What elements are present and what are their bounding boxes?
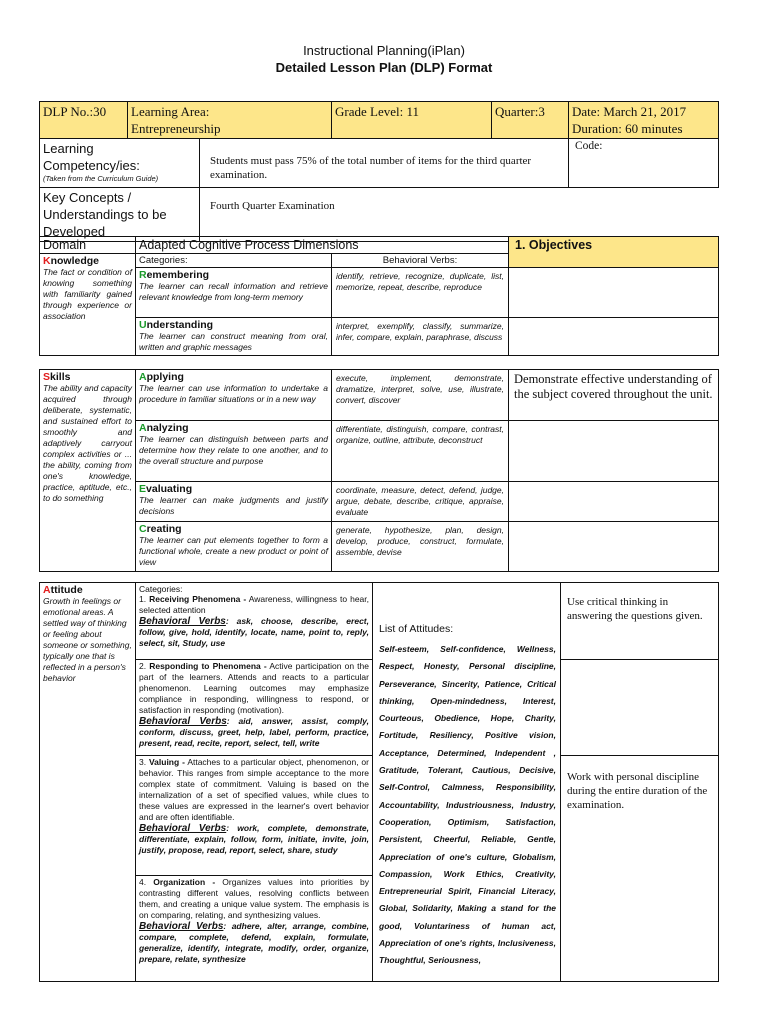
learning-area <box>128 102 332 139</box>
date-duration <box>569 102 719 139</box>
organization-text: Organizes values into priorities by contrasting different values, resolving conflicts between them, and creating a unique value system. The emphasis is on comparing, relating, and synthesizing values. <box>139 877 369 920</box>
attitude-list-cell <box>373 583 561 982</box>
evaluating-initial: E <box>139 483 147 495</box>
understanding-title <box>139 319 328 331</box>
analyzing-desc: The learner can distinguish between parts and determine how they relate to one another, and to the overall structure and purpose <box>139 434 328 466</box>
applying-title <box>139 371 328 383</box>
acpd-header: Adapted Cognitive Process Dimensions <box>136 237 509 254</box>
competency-text: Students must pass 75% of the total number of items for the third quarter examination. <box>200 139 569 188</box>
organization-cell <box>136 876 373 982</box>
organization-num: 4. <box>139 877 147 887</box>
remembering-title <box>139 269 328 281</box>
skills-desc: The ability and capacity acquired through deliberate, systematic, and sustained effort to smoothly and adaptively carryout complex activities or ... the ability, coming from one's knowledge, practice, aptitude, etc., to do something <box>43 383 132 503</box>
attitude-title <box>43 584 132 596</box>
analyzing-initial: A <box>139 422 147 434</box>
valuing-num: 3. <box>139 757 147 767</box>
attitude-domain <box>40 583 136 982</box>
organization-desc <box>139 877 369 921</box>
document-subtitle: Detailed Lesson Plan (DLP) Format <box>275 60 493 75</box>
creating-title <box>139 523 328 535</box>
skills-title <box>43 371 132 383</box>
creating-rest: reating <box>146 523 182 535</box>
skills-initial: S <box>43 371 51 383</box>
attitude-desc: Growth in feelings or emotional areas. A settled way of thinking or feeling about someone or something, typically one that is reflected in a person's behavior <box>43 596 132 683</box>
responding-desc <box>139 661 369 716</box>
attitude-objective-2: Work with personal discipline during the entire duration of the examination. <box>561 756 719 982</box>
skills-objective-3 <box>509 482 719 522</box>
receiving-verbs-text: : ask, choose, describe, erect, follow, give, hold, identify, locate, name, point to, reply, select, sit, Study, use <box>139 616 369 648</box>
valuing-desc <box>139 757 369 823</box>
lesson-date: Date: March 21, 2017 <box>572 104 687 119</box>
competency-label-2: Competency/ies: <box>43 158 140 173</box>
receiving-num: 1. <box>139 594 147 604</box>
competency-label-cell <box>40 139 200 188</box>
knowledge-domain <box>40 254 136 356</box>
creating-cell <box>136 522 332 572</box>
creating-desc: The learner can put elements together to form a functional whole, create a new product or point of view <box>139 535 328 567</box>
responding-verbs <box>139 716 369 749</box>
receiving-text: Awareness, willingness to hear, selected attention <box>139 594 369 615</box>
valuing-verbs <box>139 823 369 856</box>
attitude-objective-blank <box>561 660 719 756</box>
valuing-cell <box>136 756 373 876</box>
competency-note: (Taken from the Curriculum Guide) <box>43 174 159 183</box>
skills-domain <box>40 370 136 572</box>
analyzing-verbs: differentiate, distinguish, compare, contrast, organize, outline, attribute, deconstruct <box>332 421 509 482</box>
dlp-info-table <box>39 101 719 242</box>
evaluating-rest: valuating <box>146 483 193 495</box>
valuing-text: Attaches to a particular object, phenomenon, or behavior. This ranges from simple acceptance to the more complex state of commitment. Valuing is based on the internalization of a set of specified values, while clues to these values are expressed in the learner's overt behavior and are often identifiable. <box>139 757 369 822</box>
knowledge-objective-2 <box>509 318 719 356</box>
applying-desc: The learner can use information to undertake a procedure in familiar situations or in a new way <box>139 383 328 404</box>
categories-header: Categories: <box>136 254 332 268</box>
attitude-objective-1: Use critical thinking in answering the questions given. <box>561 583 719 660</box>
remembering-initial: R <box>139 269 147 281</box>
evaluating-desc: The learner can make judgments and justify decisions <box>139 495 328 516</box>
responding-text: Active participation on the part of the learners. Attends and reacts to a particular phenomenon. Learning outcomes may emphasize compliance in responding, willingness to respond, or satisfaction in responding (motivation). <box>139 661 369 715</box>
key-concepts-label: Key Concepts / <box>43 190 132 205</box>
applying-rest: pplying <box>146 371 184 383</box>
skills-table <box>39 369 719 572</box>
understanding-desc: The learner can construct meaning from oral, written and graphic messages <box>139 331 328 352</box>
code-label: Code: <box>569 139 719 188</box>
responding-bv-label: Behavioral Verbs <box>139 716 227 727</box>
remembering-cell <box>136 268 332 318</box>
domain-header: Domain <box>40 237 136 254</box>
remembering-rest: emembering <box>146 269 210 281</box>
understanding-cell <box>136 318 332 356</box>
remembering-verbs: identify, retrieve, recognize, duplicate, list, memorize, repeat, describe, reproduce <box>332 268 509 318</box>
understanding-rest: nderstanding <box>146 319 214 331</box>
receiving-title: Receiving Phenomena - <box>149 594 247 604</box>
organization-verbs <box>139 921 369 965</box>
attitude-initial: A <box>43 584 51 596</box>
key-concepts-label-3: Developed <box>43 224 106 239</box>
receiving-verbs <box>139 616 369 649</box>
learning-area-value: Entrepreneurship <box>131 121 221 136</box>
key-concepts-label-2: Understandings to be <box>43 207 167 222</box>
attitude-list-label: List of Attitudes: <box>379 623 454 635</box>
responding-cell <box>136 660 373 756</box>
attitude-table <box>39 582 719 982</box>
attitude-rest: ttitude <box>50 584 83 596</box>
creating-verbs: generate, hypothesize, plan, design, develop, produce, construct, formulate, assemble, devise <box>332 522 509 572</box>
analyzing-cell <box>136 421 332 482</box>
quarter: Quarter:3 <box>492 102 569 139</box>
understanding-verbs: interpret, exemplify, classify, summarize, infer, compare, explain, paraphrase, discuss <box>332 318 509 356</box>
applying-cell <box>136 370 332 421</box>
analyzing-rest: nalyzing <box>146 422 189 434</box>
learning-area-label: Learning Area: <box>131 104 210 119</box>
skills-objective-2 <box>509 421 719 482</box>
responding-verbs-text: : aid, answer, assist, comply, conform, discuss, greet, help, label, perform, practice, present, read, recite, report, select, tell, write <box>139 716 369 748</box>
understanding-initial: U <box>139 319 147 331</box>
key-concepts-text: Fourth Quarter Examination <box>200 188 719 242</box>
responding-title: Responding to Phenomena - <box>149 661 267 671</box>
receiving-desc <box>139 594 369 616</box>
dlp-number: DLP No.:30 <box>40 102 128 139</box>
key-concepts-label-cell <box>40 188 200 242</box>
behavioral-verbs-header: Behavioral Verbs: <box>332 254 509 268</box>
organization-verbs-text: : adhere, alter, arrange, combine, compare, complete, defend, explain, formulate, generalize, identify, integrate, modify, order, organize, prepare, relate, synthesize <box>139 921 369 964</box>
evaluating-title <box>139 483 328 495</box>
lesson-duration: Duration: 60 minutes <box>572 121 683 136</box>
skills-objective-4 <box>509 522 719 572</box>
knowledge-initial: K <box>43 255 51 267</box>
creating-initial: C <box>139 523 147 535</box>
knowledge-desc: The fact or condition of knowing something with familiarity gained through experience or association <box>43 267 132 321</box>
organization-bv-label: Behavioral Verbs <box>139 921 224 932</box>
grade-level: Grade Level: 11 <box>332 102 492 139</box>
evaluating-verbs: coordinate, measure, detect, defend, judge, argue, debate, describe, critique, appraise, evaluate <box>332 482 509 522</box>
receiving-cell <box>136 583 373 660</box>
evaluating-cell <box>136 482 332 522</box>
valuing-title: Valuing - <box>148 757 185 767</box>
analyzing-title <box>139 422 328 434</box>
knowledge-title <box>43 255 132 267</box>
applying-initial: A <box>139 371 147 383</box>
knowledge-rest: nowledge <box>50 255 100 267</box>
valuing-verbs-text: : work, complete, demonstrate, differentiate, explain, follow, form, initiate, invite, join, justify, propose, read, report, select, share, study <box>139 823 369 855</box>
skills-objective: Demonstrate effective understanding of the subject covered throughout the unit. <box>509 370 719 421</box>
knowledge-table <box>39 236 719 356</box>
attitude-categories-label: Categories: <box>139 584 183 594</box>
valuing-bv-label: Behavioral Verbs <box>139 823 227 834</box>
skills-rest: kills <box>50 371 71 383</box>
document-title: Instructional Planning(iPlan) <box>303 43 465 58</box>
objectives-header: 1. Objectives <box>509 237 719 268</box>
remembering-desc: The learner can recall information and retrieve relevant knowledge from long-term memory <box>139 281 328 302</box>
receiving-bv-label: Behavioral Verbs <box>139 616 226 627</box>
organization-title: Organization - <box>153 877 216 887</box>
competency-label: Learning <box>43 141 94 156</box>
knowledge-objective-1 <box>509 268 719 318</box>
applying-verbs: execute, implement, demonstrate, dramatize, interpret, solve, use, illustrate, convert, discover <box>332 370 509 421</box>
attitude-list: Self-esteem, Self-confidence, Wellness, Respect, Honesty, Personal discipline, Perseverance, Sincerity, Patience, Critical thinking, Open-mindedness, Interest, Courteous, Obedience, Hope, Charity, Fortitude, Resiliency, Positive vision, Acceptance, Determined, Independent , Gratitude, Tolerant, Cautious, Decisive, Self-Control, Calmness, Responsibility, Accountability, Industriousness, Industry, Cooperation, Optimism, Satisfaction, Persistent, Cheerful, Reliable, Gentle, Appreciation of one's culture, Globalism, Compassion, Work Ethics, Creativity, Entrepreneurial Spirit, Financial Literacy, Global, Solidarity, Making a stand for the good, Voluntariness of human act, Appreciation of one's rights, Inclusiveness, Thoughtful, Seriousness, <box>379 644 556 966</box>
responding-num: 2. <box>139 661 147 671</box>
